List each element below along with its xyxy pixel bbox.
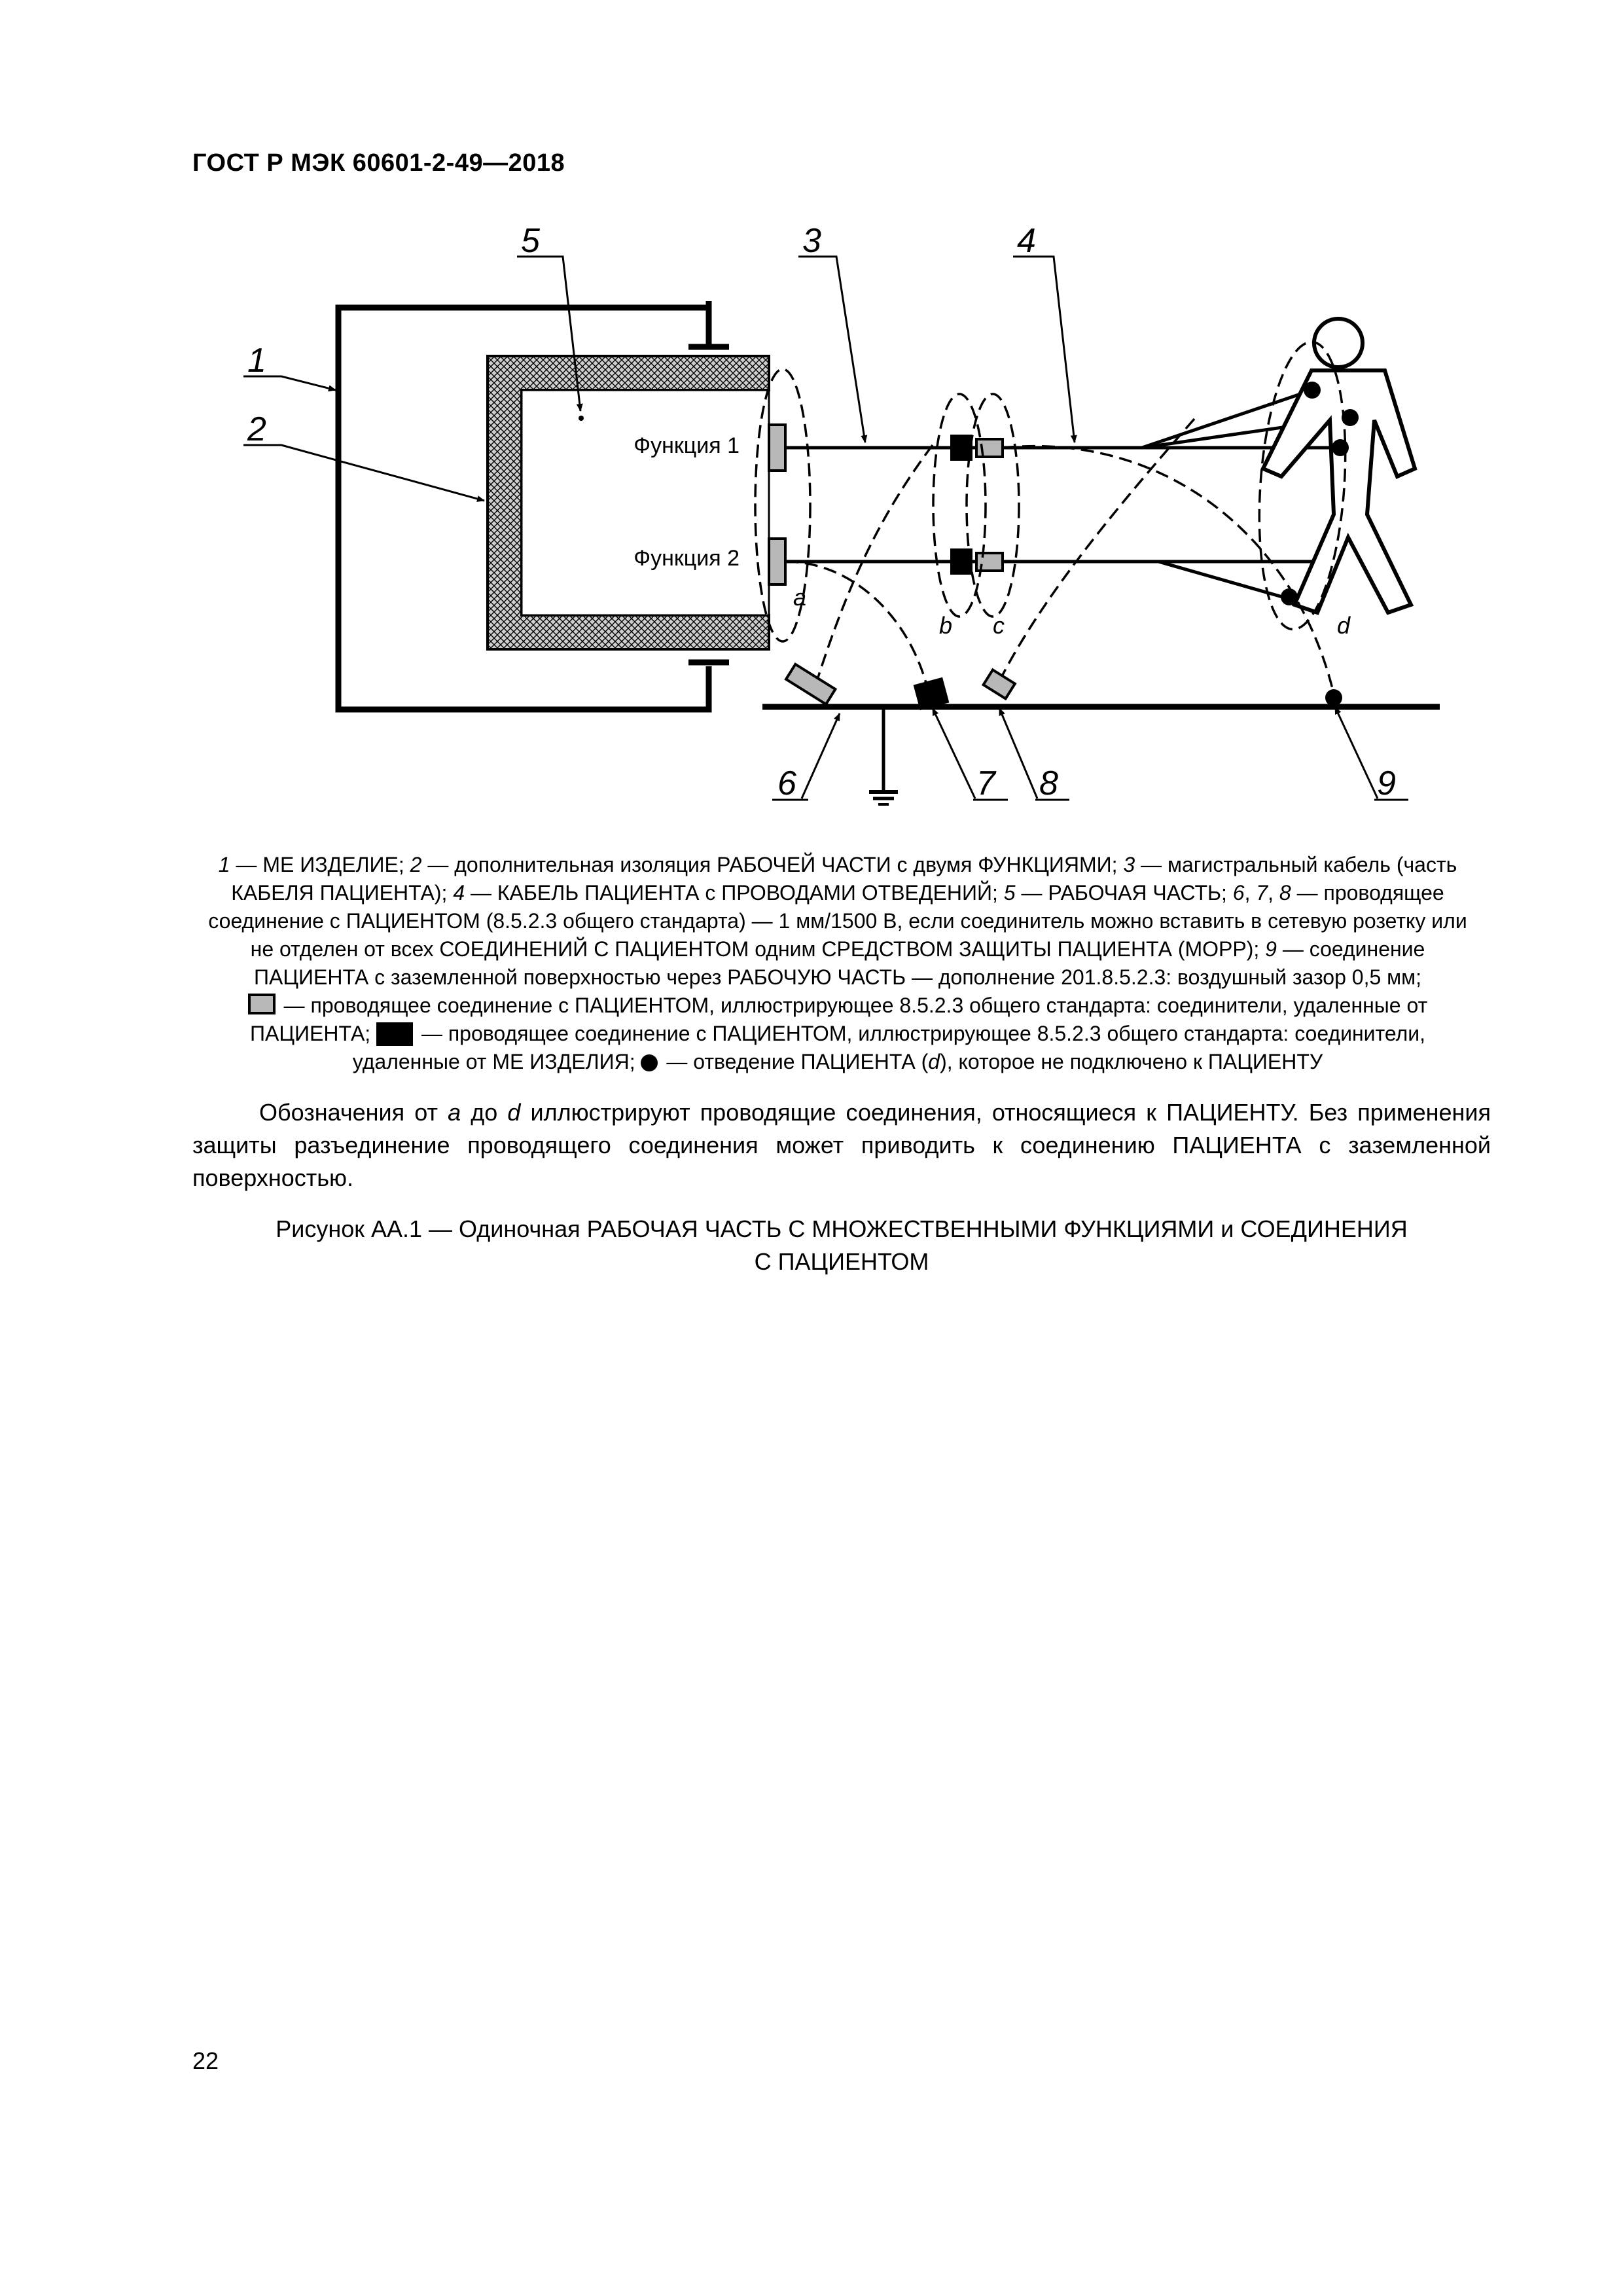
applied-part-point [579,416,584,421]
patient-head [1314,319,1363,367]
arc-to-8 [1001,419,1194,677]
zone-c-ellipse [967,394,1019,617]
callout-4: 4 [1017,222,1036,260]
patient-body [1263,370,1415,613]
callout-line-4 [1013,257,1075,442]
gray-connector-symbol [248,994,276,1014]
callout-2: 2 [247,410,266,448]
callout-8: 8 [1039,764,1058,802]
zone-c-label: c [993,612,1005,639]
callout-line-2 [243,445,484,501]
applied-part [522,390,769,615]
lead-dot-symbol [641,1054,658,1071]
ground-lead-dot-9 [1325,689,1342,706]
zone-d-label: d [1337,612,1351,639]
callout-line-8 [999,708,1037,798]
callout-5: 5 [521,222,540,260]
figure-aa1-diagram [0,0,1623,844]
gray-connector-1 [976,439,1003,457]
callout-3: 3 [802,222,821,260]
black-connector-symbol [376,1022,413,1046]
figure-title: Рисунок АА.1 — Одиночная РАБОЧАЯ ЧАСТЬ С МНОЖЕСТВЕННЫМИ ФУНКЦИЯМИ и СОЕДИНЕНИЯ С ПАЦИЕНТОМ [276,1215,1408,1275]
figure-note: Обозначения от a до d иллюстрируют проводящие соединения, относящиеся к ПАЦИЕНТУ. Без применения защиты разъединение проводящего соединения может приводить к соединению ПАЦИЕНТА с заземленной поверхностью. [192,1099,1491,1191]
zone-b-ellipse [933,394,986,617]
callout-line-7 [933,708,975,798]
document-header: ГОСТ Р МЭК 60601-2-49—2018 [192,149,565,177]
patient-electrode-4 [1281,588,1298,605]
callout-1: 1 [247,342,266,380]
arc-to-9 [1003,446,1334,694]
connector-function2 [769,539,785,584]
callout-line-3 [798,257,865,442]
function2-label: Функция 2 [633,546,740,571]
lead-wire-4 [1158,562,1289,599]
callout-9: 9 [1377,764,1396,802]
patient-electrode-1 [1304,382,1321,399]
callout-6: 6 [777,764,796,802]
zone-a-label: a [793,584,807,611]
connector-function1 [769,425,785,471]
ground-connector-8 [984,670,1015,698]
figure-legend: 1 — МЕ ИЗДЕЛИЕ; 2 — дополнительная изоляция РАБОЧЕЙ ЧАСТИ с двумя ФУНКЦИЯМИ; 3 — магистральный кабель (часть КАБЕЛЯ ПАЦИЕНТА); 4 — КАБЕЛЬ ПАЦИЕНТА с ПРОВОДАМИ ОТВЕДЕНИЙ; 5 — РАБОЧАЯ ЧАСТЬ; 6, 7, 8 — проводящее соединение с ПАЦИЕНТОМ (8.5.2.3 общего стандарта) — 1 мм/1500 В, если соединитель можно вставить в сетевую розетку или не отделен от всех СОЕДИНЕНИЙ С ПАЦИЕНТОМ одним СРЕДСТВОМ ЗАЩИТЫ ПАЦИЕНТА (МОРР); 9 — соединение ПАЦИЕНТА с заземленной поверхностью через РАБОЧУЮ ЧАСТЬ — дополнение 201.8.5.2.3: воздушный зазор 0,5 мм; — проводящее соединение с ПАЦИЕНТОМ, иллюстрирующее 8.5.2.3 общего стандарта: соединители, удаленные от ПАЦИЕНТА; — проводящее соединение с ПАЦИЕНТОМ, иллюстрирующее 8.5.2.3 общего стандарта: соединители, удаленные от МЕ ИЗДЕЛИЯ; — отведение ПАЦИЕНТА (d), которое не подключено к ПАЦИЕНТУ [208,853,1467,1073]
page-number: 22 [192,2047,219,2074]
zone-b-label: b [939,612,953,639]
callout-line-6 [802,713,840,798]
callout-7: 7 [976,764,995,802]
ground-connector-6 [786,664,835,704]
callout-line-9 [1335,707,1378,798]
function1-label: Функция 1 [633,433,740,458]
